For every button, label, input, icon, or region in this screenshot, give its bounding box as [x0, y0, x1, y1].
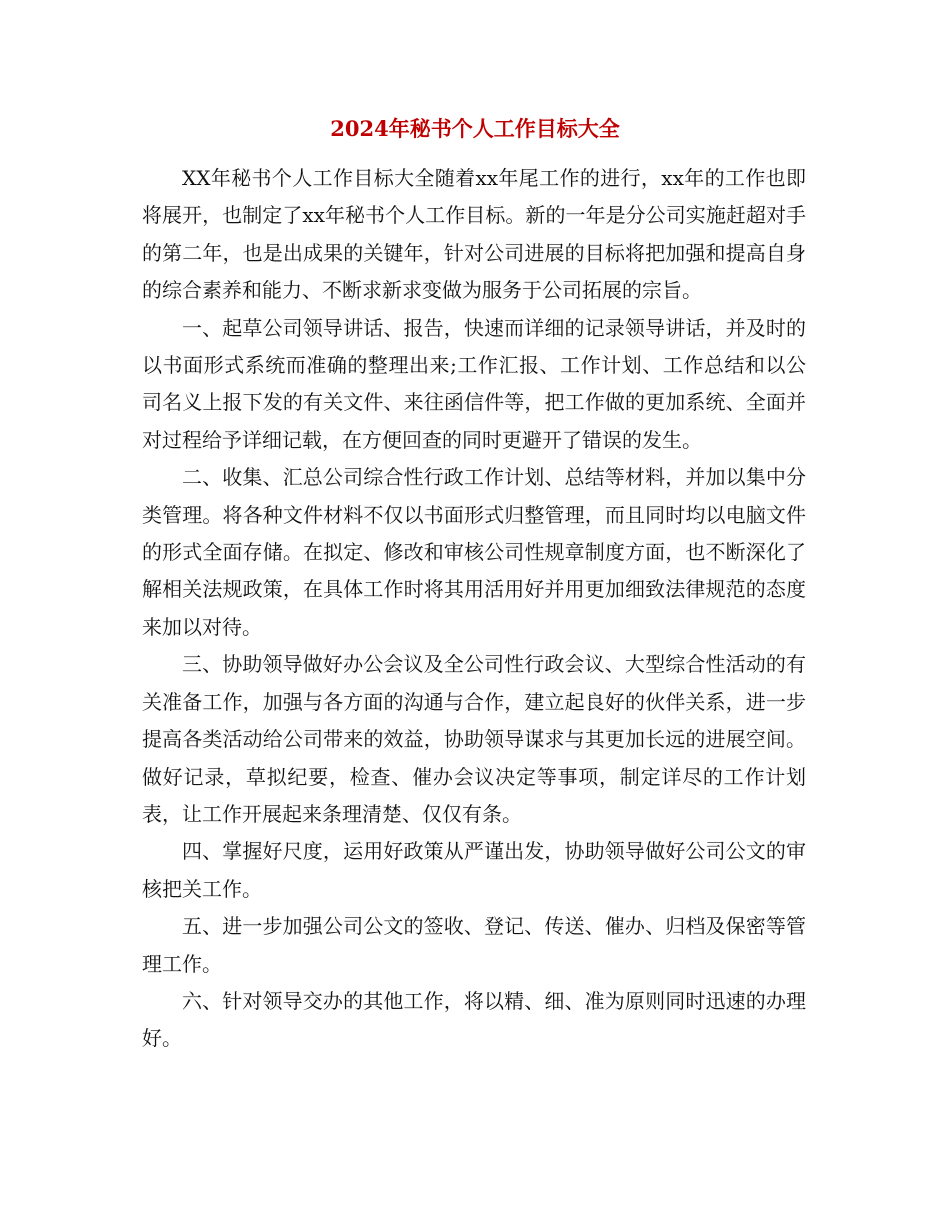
document-title: 2024年秘书个人工作目标大全: [330, 116, 620, 141]
paragraph-item-3: 三、协助领导做好办公会议及全公司性行政会议、大型综合性活动的有关准备工作，加强与各方面的沟通与合作，建立起良好的伙伴关系，进一步提高各类活动给公司带来的效益，协助领导谋求与其更加长远的进展空间。做好记录，草拟纪要，检查、催办会议决定等事项，制定详尽的工作计划表，让工作开展起来条理清楚、仅仅有条。: [142, 652, 806, 826]
paragraph-item-6: 六、针对领导交办的其他工作，将以精、细、准为原则同时迅速的办理好。: [142, 988, 806, 1051]
paragraph-item-4: 四、掌握好尺度，运用好政策从严谨出发，协助领导做好公司公文的审核把关工作。: [142, 839, 806, 901]
paragraph-item-5: 五、进一步加强公司公文的签收、登记、传送、催办、归档及保密等管理工作。: [142, 914, 806, 976]
paragraph-intro: XX年秘书个人工作目标大全随着xx年尾工作的进行，xx年的工作也即将展开，也制定了xx年秘书个人工作目标。新的一年是分公司实施赶超对手的第二年，也是出成果的关键年，针对公司进展的目标将把加强和提高自身的综合素养和能力、不断求新求变做为服务于公司拓展的宗旨。: [142, 166, 806, 303]
paragraph-item-1: 一、起草公司领导讲话、报告，快速而详细的记录领导讲话，并及时的以书面形式系统而准确的整理出来;工作汇报、工作计划、工作总结和以公司名义上报下发的有关文件、来往函信件等，把工作做的更加系统、全面并对过程给予详细记载，在方便回查的同时更避开了错误的发生。: [142, 315, 806, 452]
document-body: [142, 160, 806, 1058]
paragraph-item-2: 二、收集、汇总公司综合性行政工作计划、总结等材料，并加以集中分类管理。将各种文件材料不仅以书面形式归整管理，而且同时均以电脑文件的形式全面存储。在拟定、修改和审核公司性规章制度方面，也不断深化了解相关法规政策，在具体工作时将其用活用好并用更加细致法律规范的态度来加以对待。: [142, 465, 806, 639]
